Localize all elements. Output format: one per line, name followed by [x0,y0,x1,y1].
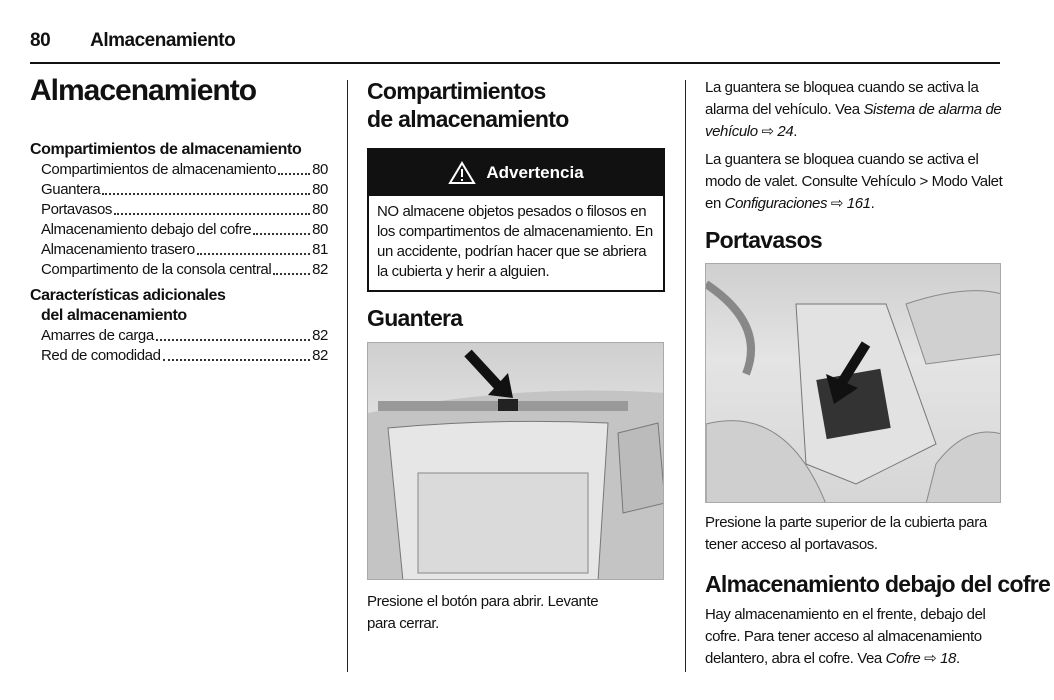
warning-box [367,148,665,292]
toc-entry[interactable] [30,220,328,240]
toc-entry-label: Almacenamiento debajo del cofre [41,221,252,238]
paragraph: Hay almacenamiento en el frente, debajo del cofre. Para tener acceso al almacenamiento delantero, abra el cofre. Vea Cofre ⇨ 18. [705,606,986,667]
glovebox-image [367,342,664,580]
reference-page[interactable]: 161 [846,195,871,212]
toc-leader-dots [197,240,310,255]
table-of-contents [30,140,328,366]
toc-section-title [30,286,328,326]
reference-page[interactable]: 18 [940,650,956,667]
toc-entry[interactable] [30,260,328,280]
cofre-heading: Almacenamiento debajo del cofre [705,571,1051,597]
reference-arrow-icon: ⇨ [761,123,774,140]
toc-entry[interactable] [30,326,328,346]
toc-entry-page: 80 [312,221,328,238]
toc-leader-dots [163,346,311,361]
glovebox-illustration [368,343,664,580]
toc-entry-label: Compartimento de la consola central [41,261,272,278]
toc-entry-page: 82 [312,347,328,364]
toc-entry[interactable] [30,200,328,220]
toc-section-title-line: del almacenamiento [41,307,187,324]
toc-entry-page: 80 [312,161,328,178]
toc-entry-label: Amarres de carga [41,327,154,344]
toc-entry-page: 82 [312,327,328,344]
toc-leader-dots [102,180,310,195]
cross-reference-link[interactable]: Sistema de alarma de vehículo [705,101,1002,140]
toc-entry-label: Guantera [41,181,101,198]
reference-page[interactable]: 24 [777,123,794,140]
toc-entry[interactable] [30,346,328,366]
column-2 [367,77,665,133]
column-3 [705,77,1003,215]
page-number: 80 [30,30,51,51]
portavasos-caption: Presione la parte superior de la cubierta para tener acceso al portavasos. [705,514,987,553]
toc-entry-page: 81 [312,241,328,258]
running-section-title: Almacenamiento [90,30,236,51]
cross-reference-link[interactable]: Configuraciones [724,195,828,212]
toc-entry[interactable] [30,240,328,260]
page-title: Almacenamiento [30,74,257,107]
toc-section-title: Compartimientos de almacenamiento [30,141,302,158]
warning-header [369,150,663,196]
heading-line: de almacenamiento [367,106,569,132]
warning-triangle-icon [448,161,476,185]
toc-entry-page: 82 [312,261,328,278]
warning-title: Advertencia [486,163,584,182]
toc-leader-dots [253,220,310,235]
toc-section-title-line: Características adicionales [30,287,226,304]
paragraph: La guantera se bloquea cuando se activa la alarma del vehículo. Vea Sistema de alarma de vehículo ⇨ 24. [705,79,1002,140]
portavasos-heading: Portavasos [705,227,823,253]
column-divider [347,80,348,672]
cupholder-illustration [706,264,1001,503]
paragraph-text: La guantera se bloquea cuando se activa la alarma del vehículo. Vea [705,79,979,118]
toc-entry-label: Almacenamiento trasero [41,241,195,258]
header-rule [30,62,1000,64]
toc-leader-dots [278,160,310,175]
toc-leader-dots [114,200,310,215]
reference-arrow-icon: ⇨ [830,195,844,212]
toc-entry-page: 80 [312,201,328,218]
paragraph-text: La guantera se bloquea cuando se activa el modo de valet. Consulte Vehículo > Modo Valet en [705,151,1003,212]
section-heading [367,77,665,133]
toc-entry[interactable] [30,180,328,200]
reference-arrow-icon: ⇨ [924,650,937,667]
cupholder-image [705,263,1001,503]
toc-leader-dots [156,326,310,341]
toc-leader-dots [273,260,310,275]
cross-reference-link[interactable]: Cofre [885,650,921,667]
toc-entry-page: 80 [312,181,328,198]
column-divider [685,80,686,672]
guantera-heading: Guantera [367,305,463,331]
toc-entry[interactable] [30,160,328,180]
toc-entry-label: Portavasos [41,201,113,218]
page-header [30,30,235,52]
toc-entry-label: Compartimientos de almacenamiento [41,161,277,178]
paragraph-text: Hay almacenamiento en el frente, debajo del cofre. Para tener acceso al almacenamiento delantero, abra el cofre. Vea [705,606,986,667]
guantera-caption: Presione el botón para abrir. Levante para cerrar. [367,593,599,632]
warning-text: NO almacene objetos pesados o filosos en los compartimentos de almacenamiento. En un accidente, podrían hacer que se abriera la cubierta y herir a alguien. [377,203,653,280]
heading-line: Compartimientos [367,78,546,104]
paragraph: La guantera se bloquea cuando se activa el modo de valet. Consulte Vehículo > Modo Valet en Configuraciones ⇨ 161. [705,151,1003,212]
toc-entry-label: Red de comodidad [41,347,161,364]
